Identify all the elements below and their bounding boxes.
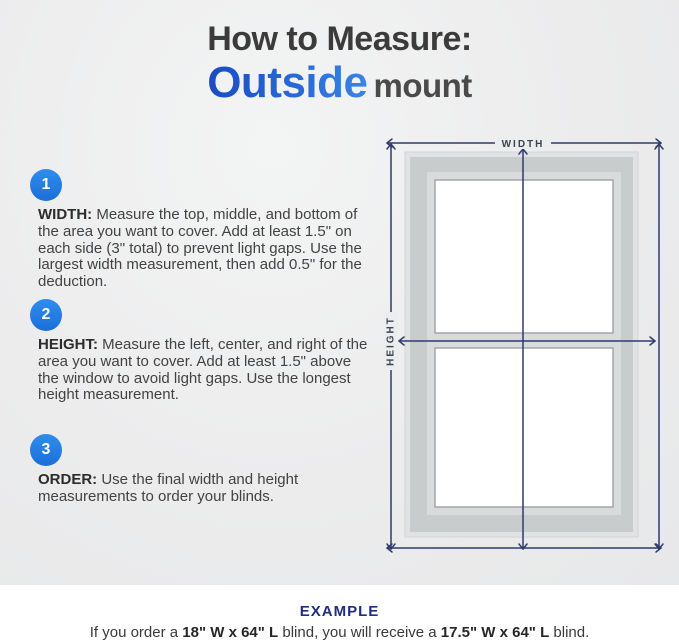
- page-title: [0, 22, 679, 105]
- step-3-label: ORDER:: [38, 471, 98, 489]
- title-line1: How to Measure:: [207, 20, 472, 58]
- step-3-order: [30, 434, 368, 506]
- steps-list: [30, 169, 368, 506]
- example-received-size: 17.5" W x 64" L: [440, 624, 550, 641]
- step-2-body: Measure the left, center, and right of the area you want to cover. Add at least 1.5" above the window to avoid light gaps. Use the longest height measurement.: [38, 335, 368, 404]
- step-3-number-badge: 3: [30, 434, 62, 466]
- example-middle: blind, you will receive a: [278, 624, 441, 641]
- example-sentence: [0, 625, 679, 642]
- step-1-body: Measure the top, middle, and bottom of the area you want to cover. Add at least 1.5" on each side (3" total) to prevent light gaps. Use the largest width measurement, then add 0.5" for the deduction.: [38, 206, 362, 291]
- example-heading: EXAMPLE: [299, 603, 380, 620]
- example-footer: [0, 585, 679, 644]
- step-3-text: [38, 472, 368, 506]
- window-illustration: [405, 152, 638, 537]
- step-2-text: [38, 337, 368, 404]
- window-lower-pane: [435, 348, 613, 507]
- step-1-width: [30, 169, 368, 291]
- title-line2: [0, 58, 679, 107]
- window-upper-pane: [435, 180, 613, 333]
- step-1-number-badge: 1: [30, 169, 62, 201]
- right-height-arrow: [655, 144, 663, 549]
- example-prefix: If you order a: [89, 624, 183, 641]
- step-1-text: [38, 207, 368, 291]
- step-2-label: HEIGHT:: [38, 335, 98, 353]
- example-suffix: blind.: [549, 624, 590, 641]
- example-ordered-size: 18" W x 64" L: [182, 624, 279, 641]
- window-measurement-diagram: [373, 128, 673, 578]
- step-2-height: [30, 299, 368, 404]
- step-2-number-badge: 2: [30, 299, 62, 331]
- title-suffix-mount: mount: [373, 67, 472, 104]
- step-1-label: WIDTH:: [38, 206, 93, 223]
- height-label: HEIGHT: [385, 316, 397, 366]
- step-3-body: Use the final width and height measurements to order your blinds.: [38, 471, 299, 505]
- width-label: WIDTH: [501, 139, 545, 150]
- title-highlight-outside: Outside: [207, 58, 368, 107]
